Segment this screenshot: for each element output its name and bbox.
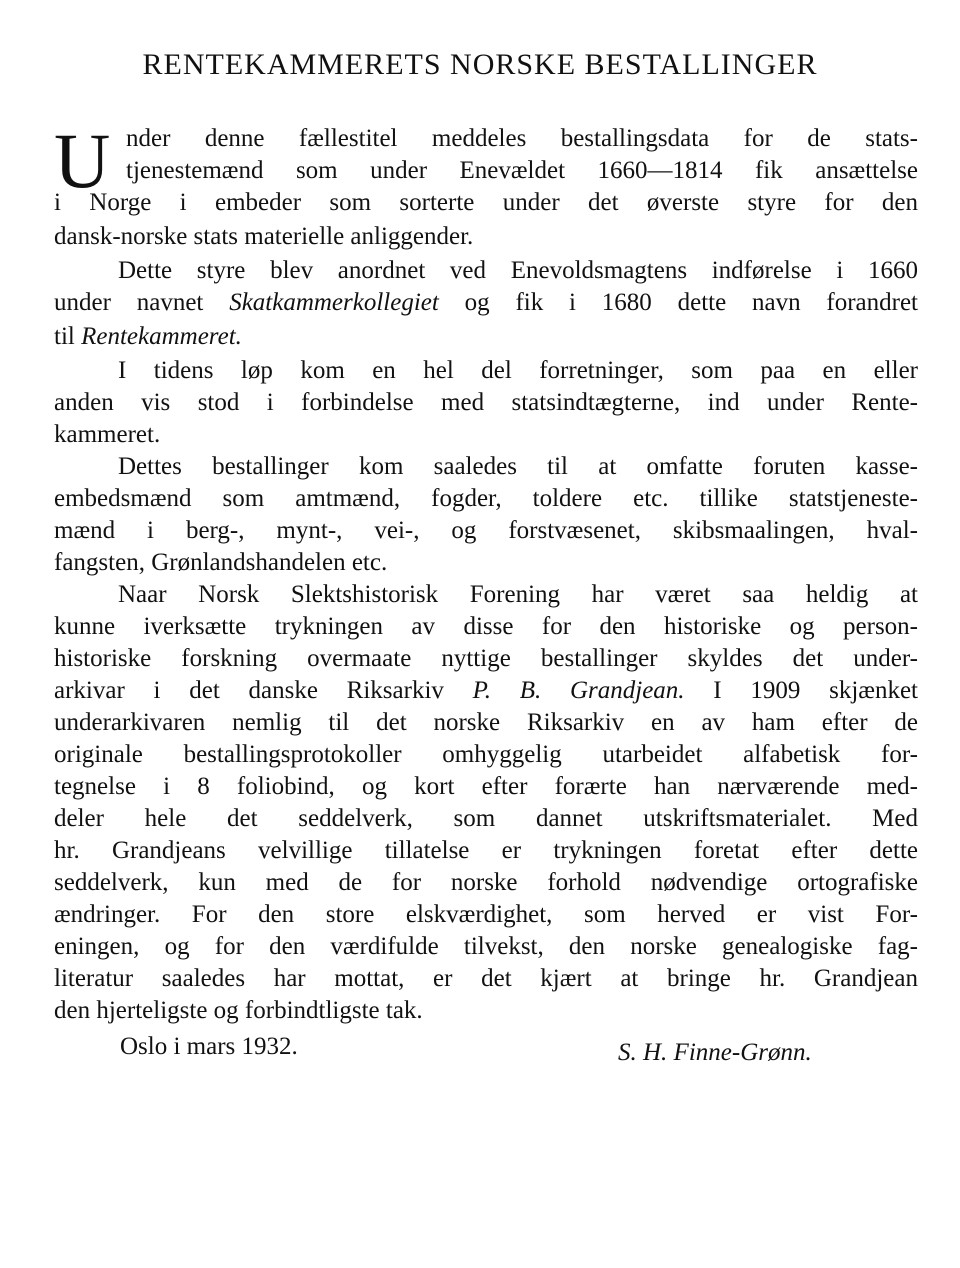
text-line: dansk-norske stats materielle anliggender. <box>54 223 474 250</box>
text-line: deler hele det seddelverk, som dannet utskriftsmaterialet. Med <box>54 805 918 832</box>
author-signature: S. H. Finne-Grønn. <box>618 1039 812 1066</box>
drop-cap: U <box>54 117 111 204</box>
page-title: RENTEKAMMERETS NORSKE BESTALLINGER <box>142 48 818 81</box>
text-line: anden vis stod i forbindelse med statsindtægterne, ind under Rente- <box>54 389 918 416</box>
text-line: under navnet Skatkammerkollegiet og fik i 1680 dette navn forandret <box>54 289 919 316</box>
text-line: i Norge i embeder som sorterte under det øverste styre for den <box>54 189 918 216</box>
text-line: Dette styre blev anordnet ved Enevoldsmagtens indførelse i 1660 <box>118 257 918 284</box>
text-line: kunne iverksætte trykningen av disse for den historiske og person- <box>54 613 918 640</box>
text-line: til Rentekammeret. <box>54 323 242 350</box>
text-line: ændringer. For den store elskværdighet, som herved er vist For- <box>54 901 918 928</box>
text-line: Naar Norsk Slektshistorisk Forening har været saa heldig at <box>118 581 918 608</box>
text-line: kammeret. <box>54 421 161 448</box>
text-line: underarkivaren nemlig til det norske Riksarkiv en av ham efter de <box>54 709 918 736</box>
text-line: fangsten, Grønlandshandelen etc. <box>54 549 388 576</box>
text-line: Dettes bestallinger kom saaledes til at omfatte foruten kasse- <box>118 453 918 480</box>
text-line: I tidens løp kom en hel del forretninger, som paa en eller <box>118 357 918 384</box>
text-line: arkivar i det danske Riksarkiv P. B. Grandjean. I 1909 skjænket <box>54 677 918 704</box>
text-line: historiske forskning overmaate nyttige bestallinger skyldes det under- <box>54 645 918 672</box>
place-date: Oslo i mars 1932. <box>120 1033 298 1060</box>
text-line: originale bestallingsprotokoller omhyggelig utarbeidet alfabetisk for- <box>54 741 918 768</box>
text-line: mænd i berg-, mynt-, vei-, og forstvæsenet, skibsmaalingen, hval- <box>54 517 918 544</box>
text-line: tjenestemænd som under Enevældet 1660—1814 fik ansættelse <box>126 157 918 184</box>
text-line: embedsmænd som amtmænd, fogder, toldere etc. tillike statstjeneste- <box>54 485 918 512</box>
text-line: eningen, og for den værdifulde tilvekst, den norske genealogiske fag- <box>54 933 918 960</box>
text-line: literatur saaledes har mottat, er det kjært at bringe hr. Grandjean <box>54 965 918 992</box>
text-line: nder denne fællestitel meddeles bestallingsdata for de stats- <box>126 125 918 152</box>
text-line: hr. Grandjeans velvillige tillatelse er trykningen foretat efter dette <box>54 837 918 864</box>
text-line: den hjerteligste og forbindtligste tak. <box>54 997 423 1024</box>
text-line: tegnelse i 8 foliobind, og kort efter forærte han nærværende med- <box>54 773 918 800</box>
text-line: seddelverk, kun med de for norske forhold nødvendige ortografiske <box>54 869 918 896</box>
